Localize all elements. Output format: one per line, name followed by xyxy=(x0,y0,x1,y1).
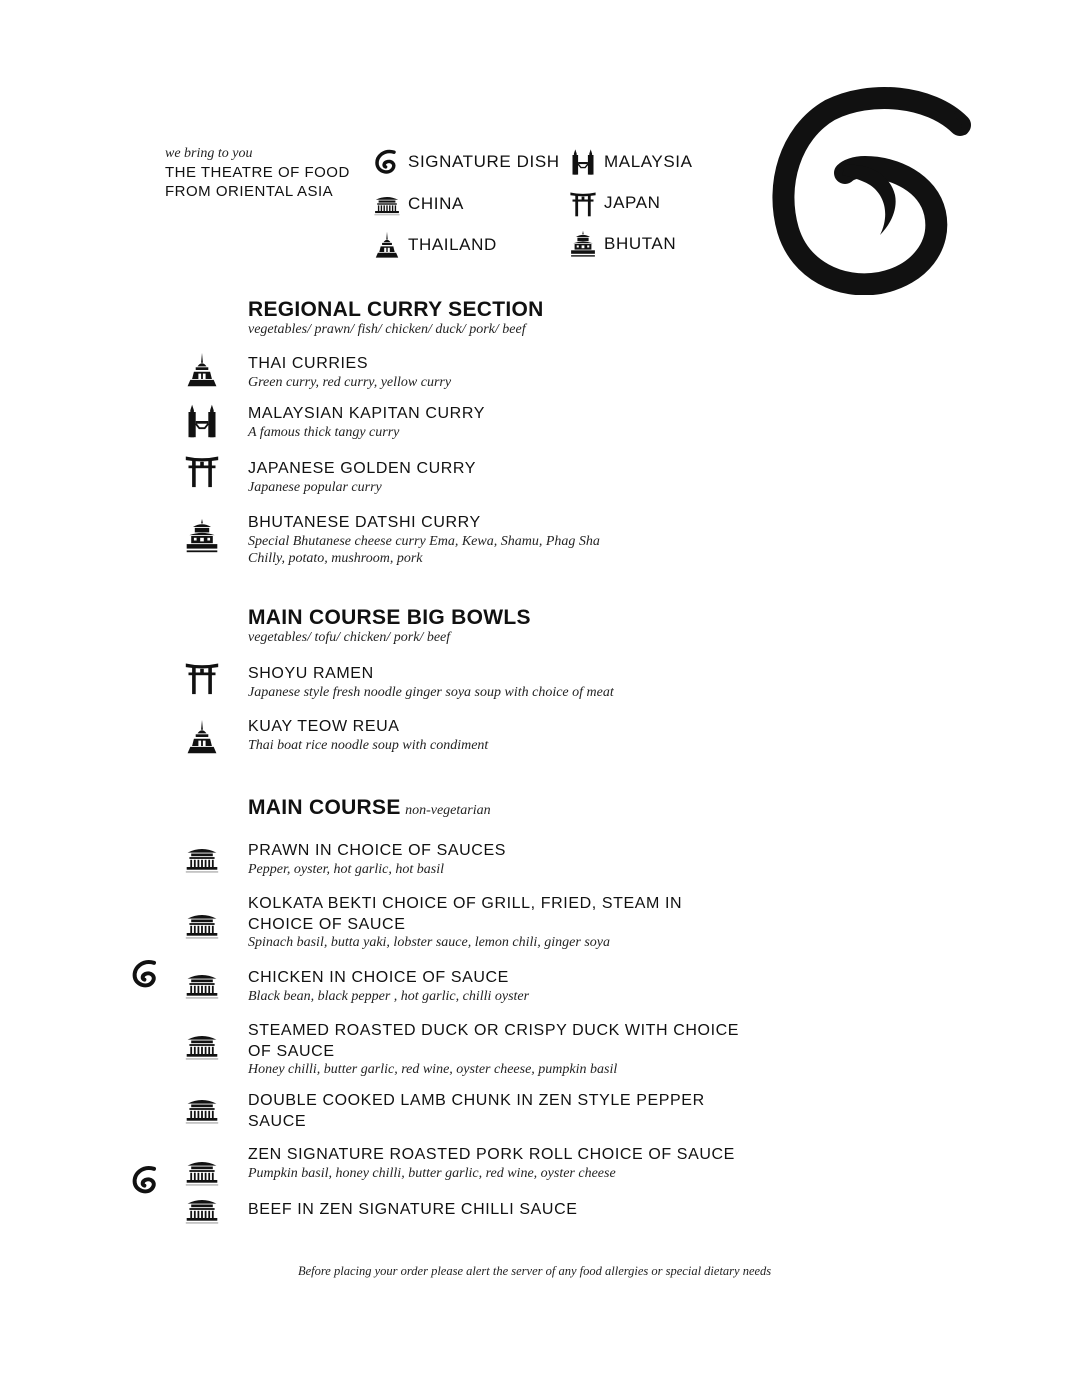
menu-item-name-cont: OF SAUCE xyxy=(248,1043,335,1060)
thailand-stupa-icon xyxy=(372,231,402,259)
legend-malaysia xyxy=(568,148,693,176)
thailand-stupa-icon xyxy=(183,352,221,388)
menu-item-name: JAPANESE GOLDEN CURRY xyxy=(248,460,477,477)
menu-item-desc: A famous thick tangy curry xyxy=(248,425,400,440)
tagline-intro: we bring to you xyxy=(165,146,253,161)
china-temple-icon xyxy=(372,190,402,218)
menu-item-name: KOLKATA BEKTI CHOICE OF GRILL, FRIED, STEAM IN xyxy=(248,895,683,912)
menu-item-name: BHUTANESE DATSHI CURRY xyxy=(248,514,481,531)
legend-label: SIGNATURE DISH xyxy=(408,152,560,171)
legend-label: THAILAND xyxy=(408,235,497,254)
bhutan-dzong-icon xyxy=(183,518,221,554)
menu-item-name: KUAY TEOW REUA xyxy=(248,718,400,735)
allergy-notice: Before placing your order please alert the server of any food allergies or special dietary needs xyxy=(298,1264,772,1278)
malaysia-towers-icon xyxy=(183,403,221,439)
legend-bhutan xyxy=(568,230,676,258)
section-subtitle-main: non-vegetarian xyxy=(405,803,491,818)
brush-swirl-logo xyxy=(770,85,975,295)
section-subtitle-curry: vegetables/ prawn/ fish/ chicken/ duck/ pork/ beef xyxy=(248,322,526,337)
menu-item-name-cont: CHOICE OF SAUCE xyxy=(248,916,406,933)
legend-label: CHINA xyxy=(408,194,464,213)
menu-item-desc: Spinach basil, butta yaki, lobster sauce, lemon chili, ginger soya xyxy=(248,935,611,950)
malaysia-towers-icon xyxy=(568,148,598,176)
menu-item-name: STEAMED ROASTED DUCK OR CRISPY DUCK WITH CHOICE xyxy=(248,1022,740,1039)
signature-swirl-icon xyxy=(372,148,402,176)
menu-item-desc: Pumpkin basil, honey chilli, butter garlic, red wine, oyster cheese xyxy=(248,1166,616,1181)
section-subtitle-bowls: vegetables/ tofu/ chicken/ pork/ beef xyxy=(248,630,451,645)
menu-item-name: BEEF IN ZEN SIGNATURE CHILLI SAUCE xyxy=(248,1201,578,1218)
legend-china xyxy=(372,190,464,218)
legend-label: JAPAN xyxy=(604,193,661,212)
menu-item-name: CHICKEN IN CHOICE OF SAUCE xyxy=(248,969,509,986)
legend-thailand xyxy=(372,231,497,259)
china-temple-icon xyxy=(183,1027,221,1063)
legend-label: BHUTAN xyxy=(604,234,677,253)
menu-item-name: THAI CURRIES xyxy=(248,355,369,372)
menu-item-desc: Black bean, black pepper , hot garlic, chilli oyster xyxy=(248,989,530,1004)
china-temple-icon xyxy=(183,1091,221,1127)
thailand-stupa-icon xyxy=(183,719,221,755)
legend-label: MALAYSIA xyxy=(604,152,693,171)
menu-item-name: PRAWN IN CHOICE OF SAUCES xyxy=(248,842,506,859)
signature-swirl-icon xyxy=(130,1164,162,1196)
tagline-line-2: FROM ORIENTAL ASIA xyxy=(165,183,334,200)
menu-item-desc: Japanese popular curry xyxy=(248,480,382,495)
china-temple-icon xyxy=(183,966,221,1002)
section-title-main: MAIN COURSE xyxy=(248,796,401,819)
section-heading-main xyxy=(248,796,491,820)
menu-item-name: MALAYSIAN KAPITAN CURRY xyxy=(248,405,485,422)
section-title-bowls: MAIN COURSE BIG BOWLS xyxy=(248,606,531,629)
legend-japan xyxy=(568,189,661,217)
japan-torii-icon xyxy=(568,189,598,217)
menu-item-name: SHOYU RAMEN xyxy=(248,665,374,682)
menu-item-desc: Green curry, red curry, yellow curry xyxy=(248,375,452,390)
legend-signature xyxy=(372,148,560,176)
menu-item-desc: Special Bhutanese cheese curry Ema, Kewa, Shamu, Phag Sha xyxy=(248,534,600,549)
china-temple-icon xyxy=(183,1191,221,1227)
menu-item-desc: Japanese style fresh noodle ginger soya soup with choice of meat xyxy=(248,685,614,700)
china-temple-icon xyxy=(183,1153,221,1189)
tagline-line-1: THE THEATRE OF FOOD xyxy=(165,164,350,181)
menu-item-desc: Thai boat rice noodle soup with condiment xyxy=(248,738,489,753)
china-temple-icon xyxy=(183,840,221,876)
menu-item-desc: Chilly, potato, mushroom, pork xyxy=(248,551,423,566)
menu-item-desc: Pepper, oyster, hot garlic, hot basil xyxy=(248,862,444,877)
japan-torii-icon xyxy=(183,452,221,488)
signature-swirl-icon xyxy=(130,958,162,990)
menu-item-name: DOUBLE COOKED LAMB CHUNK IN ZEN STYLE PEPPER xyxy=(248,1092,705,1109)
china-temple-icon xyxy=(183,906,221,942)
japan-torii-icon xyxy=(183,659,221,695)
menu-item-name: ZEN SIGNATURE ROASTED PORK ROLL CHOICE OF SAUCE xyxy=(248,1146,735,1163)
menu-item-name-cont: SAUCE xyxy=(248,1113,307,1130)
menu-item-desc: Honey chilli, butter garlic, red wine, oyster cheese, pumpkin basil xyxy=(248,1062,618,1077)
section-title-curry: REGIONAL CURRY SECTION xyxy=(248,298,544,321)
bhutan-dzong-icon xyxy=(568,230,598,258)
